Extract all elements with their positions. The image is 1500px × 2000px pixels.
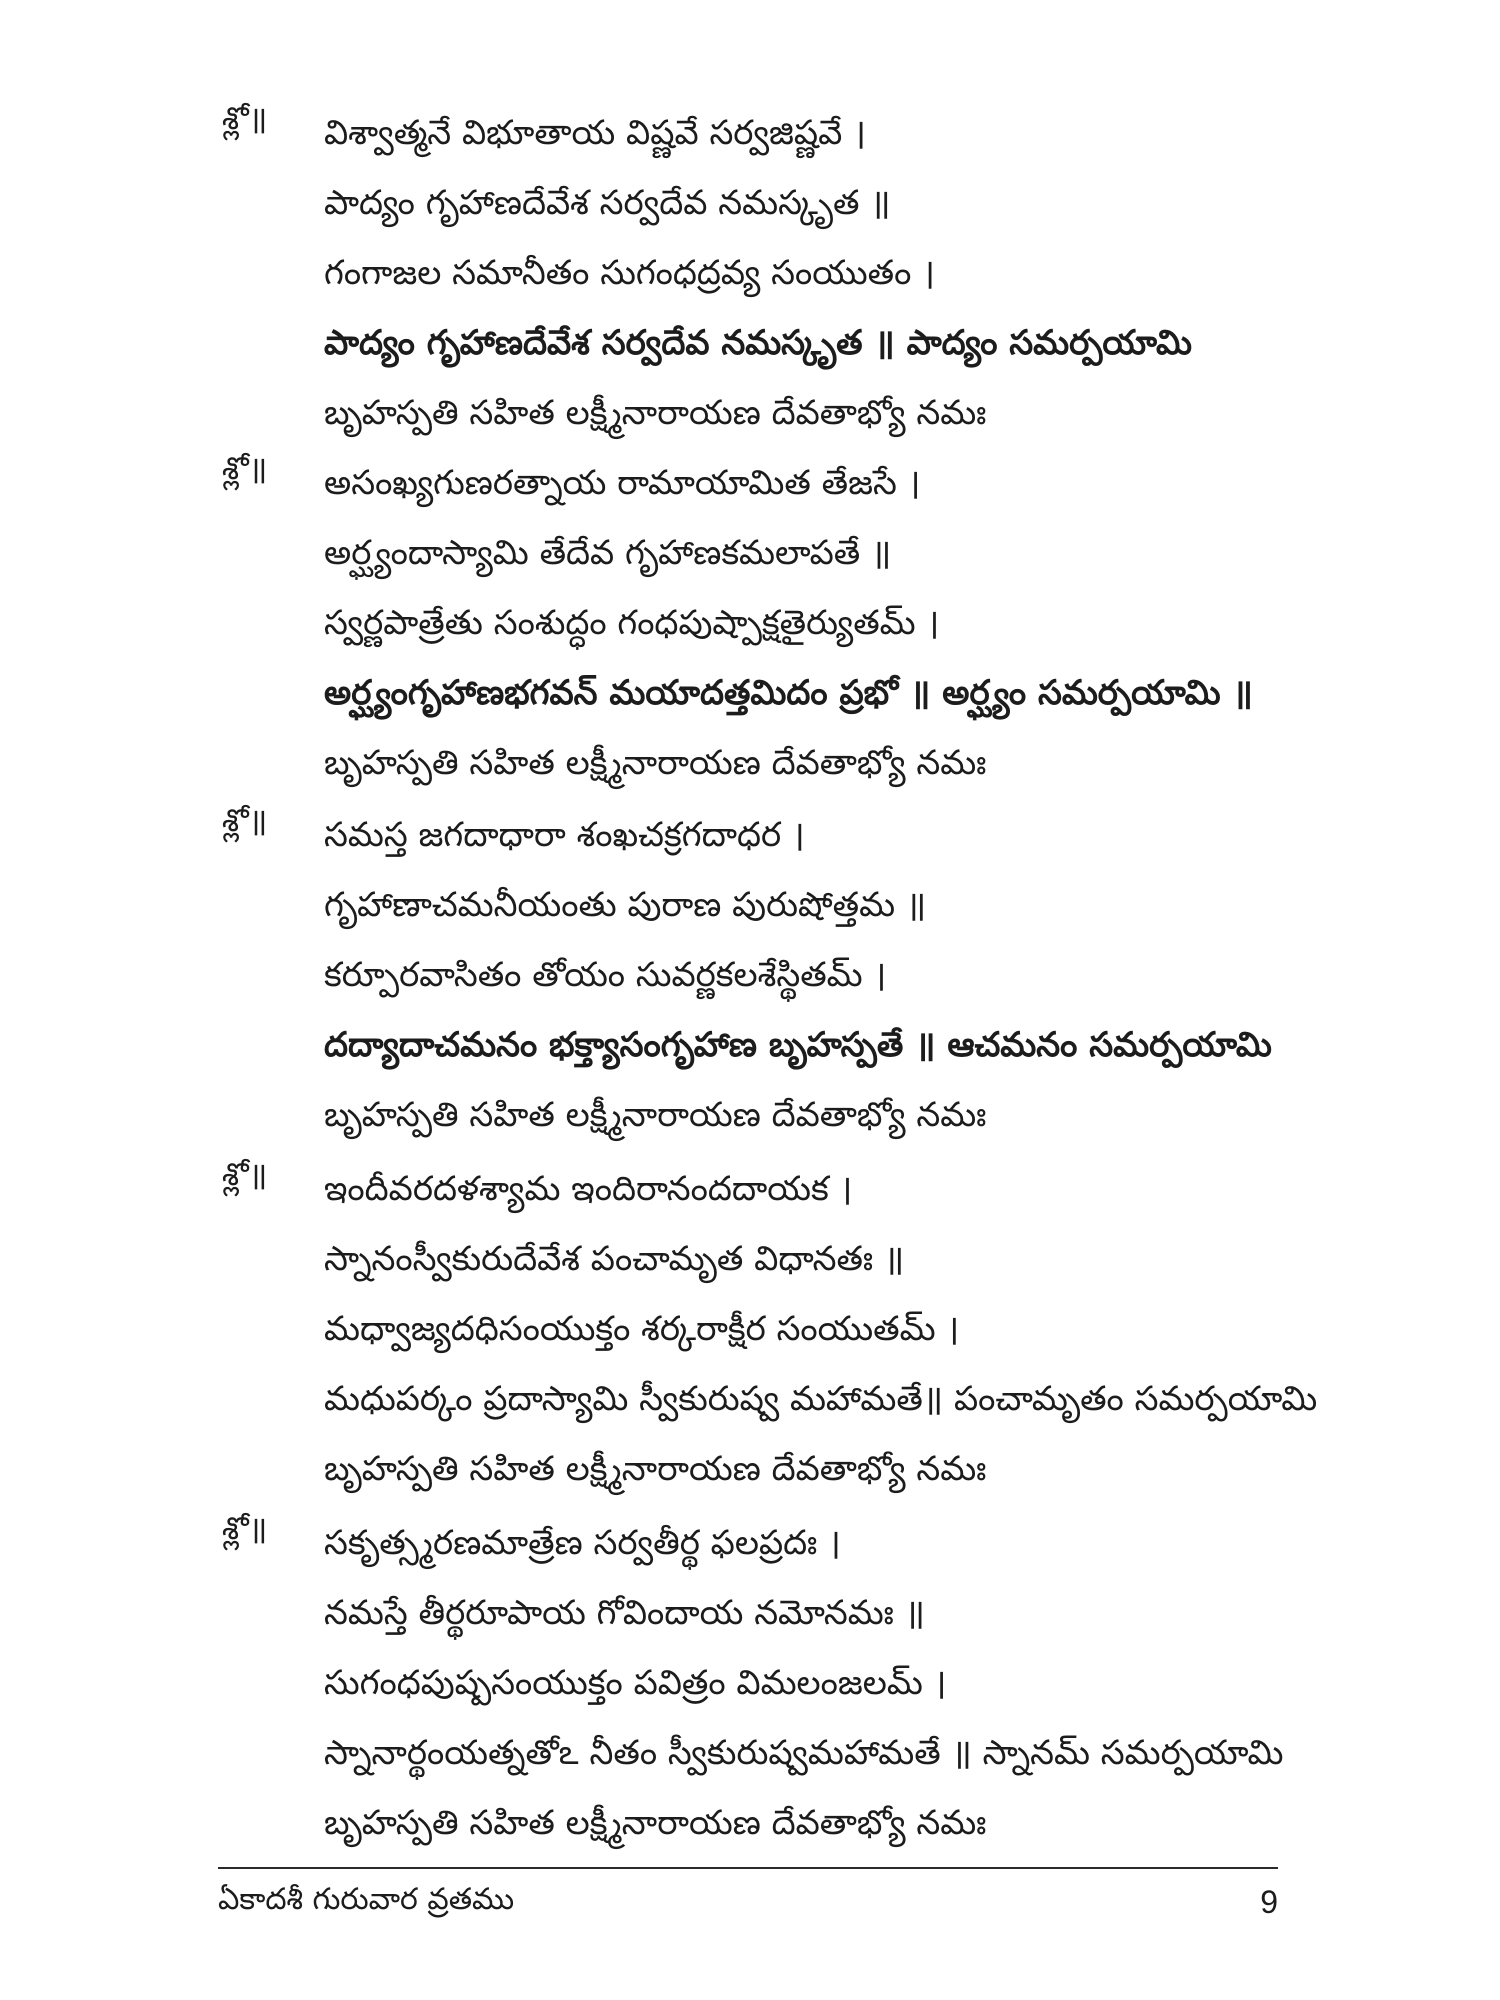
verse-line-salutation: బృహస్పతి సహిత లక్ష్మీనారాయణ దేవతాభ్యో నమః bbox=[324, 393, 987, 433]
verse-lines bbox=[324, 448, 1364, 798]
verse-line-salutation: బృహస్పతి సహిత లక్ష్మీనారాయణ దేవతాభ్యో నమః bbox=[324, 1449, 987, 1489]
verse-line: స్నానంస్వీకురుదేవేశ పంచామృత విధానతః ॥ bbox=[324, 1239, 905, 1279]
verse-line-offering: దద్యాదాచమనం భక్త్యాసంగృహాణ బృహస్పతే ॥ ఆచమనం సమర్పయామి bbox=[324, 1025, 1272, 1065]
page-number: 9 bbox=[1260, 1884, 1278, 1920]
verse-line: పాద్యం గృహాణదేవేశ సర్వదేవ నమస్కృత ॥ bbox=[324, 183, 891, 223]
verse-line: స్వర్ణపాత్రేతు సంశుద్ధం గంధపుష్పాక్షతైర్యుతమ్ । bbox=[324, 603, 940, 643]
verse-line: సకృత్స్మరణమాత్రేణ సర్వతీర్థ ఫలప్రదః । bbox=[324, 1523, 841, 1563]
verse-lines bbox=[324, 1508, 1364, 1858]
verse-marker: శ్లో॥ bbox=[222, 1511, 268, 1547]
verse-line-salutation: బృహస్పతి సహిత లక్ష్మీనారాయణ దేవతాభ్యో నమః bbox=[324, 1803, 987, 1843]
verse-marker: శ్లో॥ bbox=[222, 101, 268, 137]
verse-line: విశ్వాత్మనే విభూతాయ విష్ణవే సర్వజిష్ణవే । bbox=[324, 113, 867, 153]
verse-lines bbox=[324, 800, 1364, 1150]
verse-line: గంగాజల సమానీతం సుగంధద్రవ్య సంయుతం । bbox=[324, 253, 936, 293]
verse-line: గృహాణాచమనీయంతు పురాణ పురుషోత్తమ ॥ bbox=[324, 885, 927, 925]
verse-line-salutation: బృహస్పతి సహిత లక్ష్మీనారాయణ దేవతాభ్యో నమః bbox=[324, 1095, 987, 1135]
verse-line-offering: పాద్యం గృహాణదేవేశ సర్వదేవ నమస్కృత ॥ పాద్యం సమర్పయామి bbox=[324, 323, 1192, 363]
verse-line: సమస్త జగదాధారా శంఖచక్రగదాధర । bbox=[324, 815, 805, 855]
verse-line: కర్పూరవాసితం తోయం సువర్ణకలశేస్థితమ్ । bbox=[324, 955, 887, 995]
footer-divider bbox=[218, 1867, 1278, 1869]
verse-line-offering: అర్ఘ్యంగృహాణభగవన్ మయాదత్తమిదం ప్రభో ॥ అర్ఘ్యం సమర్పయామి ॥ bbox=[324, 673, 1253, 713]
footer-book-title: ఏకాదశీ గురువార వ్రతము bbox=[218, 1882, 515, 1917]
verse-line-offering: మధుపర్కం ప్రదాస్యామి స్వీకురుష్వ మహామతే॥ పంచామృతం సమర్పయామి bbox=[324, 1379, 1318, 1419]
verse-line: అసంఖ్యగుణరత్నాయ రామాయామిత తేజసే । bbox=[324, 463, 921, 503]
verse-line-offering: స్నానార్థంయత్నతోఽ నీతం స్వీకురుష్వమహామతే ॥ స్నానమ్ సమర్పయామి bbox=[324, 1733, 1284, 1773]
verse-line: మధ్వాజ్యదధిసంయుక్తం శర్కరాక్షీర సంయుతమ్ । bbox=[324, 1309, 960, 1349]
verse-marker: శ్లో॥ bbox=[222, 451, 268, 487]
verse-marker: శ్లో॥ bbox=[222, 803, 268, 839]
verse-marker: శ్లో॥ bbox=[222, 1157, 268, 1193]
verse-line: సుగంధపుష్పసంయుక్తం పవిత్రం విమలంజలమ్ । bbox=[324, 1663, 947, 1703]
verse-line: ఇందీవరదళశ్యామ ఇందిరానందదాయక । bbox=[324, 1169, 853, 1209]
verse-line-salutation: బృహస్పతి సహిత లక్ష్మీనారాయణ దేవతాభ్యో నమః bbox=[324, 743, 987, 783]
verse-lines bbox=[324, 98, 1364, 448]
verse-line: అర్ఘ్యందాస్యామి తేదేవ గృహాణకమలాపతే ॥ bbox=[324, 533, 892, 573]
verse-lines bbox=[324, 1154, 1364, 1504]
verse-line: నమస్తే తీర్థరూపాయ గోవిందాయ నమోనమః ॥ bbox=[324, 1593, 925, 1633]
